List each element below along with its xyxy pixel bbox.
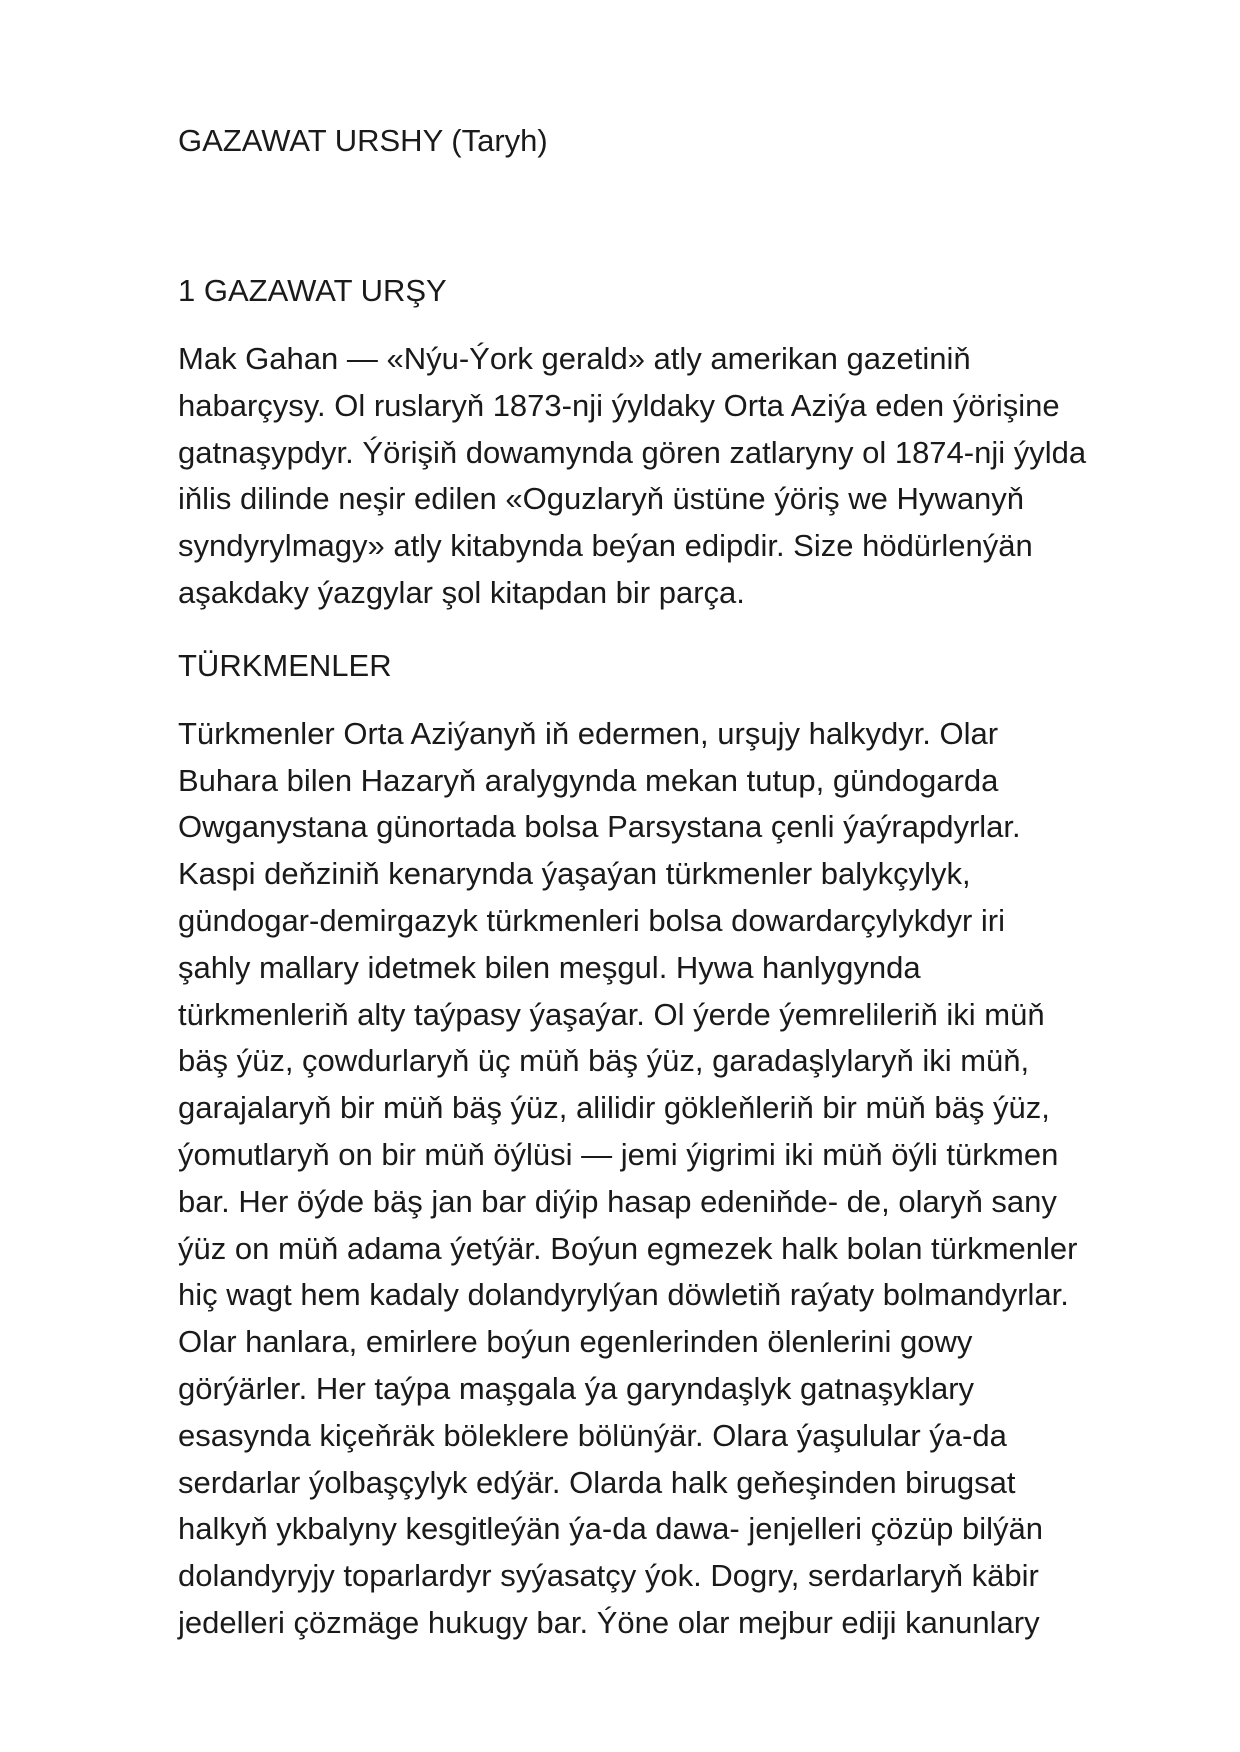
text-line: şahly mallary idetmek bilen meşgul. Hywa hanlygynda — [178, 949, 921, 985]
text-line: aşakdaky ýazgylar şol kitapdan bir parça. — [178, 574, 745, 610]
text-line: garajalaryň bir müň bäş ýüz, alilidir gökleňleriň bir müň bäş ýüz, — [178, 1090, 1050, 1126]
text-line: ýomutlaryň on bir müň öýlüsi — jemi ýigrimi iki müň öýli türkmen — [178, 1136, 1059, 1172]
text-line: iňlis dilinde neşir edilen «Oguzlaryň üstüne ýöriş we Hywanyň — [178, 481, 1025, 517]
text-line: Olar hanlara, emirlere boýun egenlerinden ölenlerini gowy — [178, 1324, 973, 1360]
text-line: bar. Her öýde bäş jan bar diýip hasap edeniňde- de, olaryň sany — [178, 1183, 1057, 1219]
text-line: halkyň ykbalyny kesgitleýän ýa-da dawa- jenjelleri çözüp bilýän — [178, 1511, 1044, 1547]
text-line: Owganystana günortada bolsa Parsystana çenli ýaýrapdyrlar. — [178, 809, 1021, 845]
body-paragraph — [178, 711, 1168, 1647]
document-content — [178, 118, 1168, 1647]
text-line: türkmenleriň alty taýpasy ýaşaýar. Ol ýerde ýemrelileriň iki müň — [178, 996, 1045, 1032]
text-line: dolandyryjy toparlardyr syýasatçy ýok. Dogry, serdarlaryň käbir — [178, 1558, 1039, 1594]
section-title: TÜRKMENLER — [178, 647, 392, 683]
text-line: gatnaşypdyr. Ýörişiň dowamynda gören zatlaryny ol 1874-nji ýylda — [178, 434, 1087, 470]
text-line: bäş ýüz, çowdurlaryň üç müň bäş ýüz, garadaşlylaryň iki müň, — [178, 1043, 1030, 1079]
text-line: görýärler. Her taýpa maşgala ýa garyndaşlyk gatnaşyklary — [178, 1370, 975, 1406]
text-line: gündogar-demirgazyk türkmenleri bolsa dowardarçylykdyr iri — [178, 902, 1005, 938]
text-line: jedelleri çözmäge hukugy bar. Ýöne olar mejbur ediji kanunlary — [178, 1604, 1040, 1640]
chapter-title: 1 GAZAWAT URŞY — [178, 273, 447, 308]
intro-paragraph — [178, 336, 1168, 617]
text-line: serdarlar ýolbaşçylyk edýär. Olarda halk geňeşinden birugsat — [178, 1464, 1016, 1500]
text-line: esasynda kiçeňräk böleklere bölünýär. Olara ýaşulular ýa-da — [178, 1417, 1007, 1453]
document-title: GAZAWAT URSHY (Taryh) — [178, 123, 548, 158]
text-line: syndyrylmagy» atly kitabynda beýan edipdir. Size hödürlenýän — [178, 528, 1033, 564]
text-line: hiç wagt hem kadaly dolandyrylýan döwletiň raýaty bolmandyrlar. — [178, 1277, 1069, 1313]
text-line: Mak Gahan — «Nýu-Ýork gerald» atly amerikan gazetiniň — [178, 341, 971, 376]
text-line: habarçysy. Ol ruslaryň 1873-nji ýyldaky Orta Aziýa eden ýörişine — [178, 387, 1060, 423]
text-line: Buhara bilen Hazaryň aralygynda mekan tutup, gündogarda — [178, 762, 999, 798]
text-line: Türkmenler Orta Aziýanyň iň edermen, urşujy halkydyr. Olar — [178, 715, 999, 751]
text-line: Kaspi deňziniň kenarynda ýaşaýan türkmenler balykçylyk, — [178, 856, 971, 892]
text-line: ýüz on müň adama ýetýär. Boýun egmezek halk bolan türkmenler — [178, 1230, 1078, 1266]
